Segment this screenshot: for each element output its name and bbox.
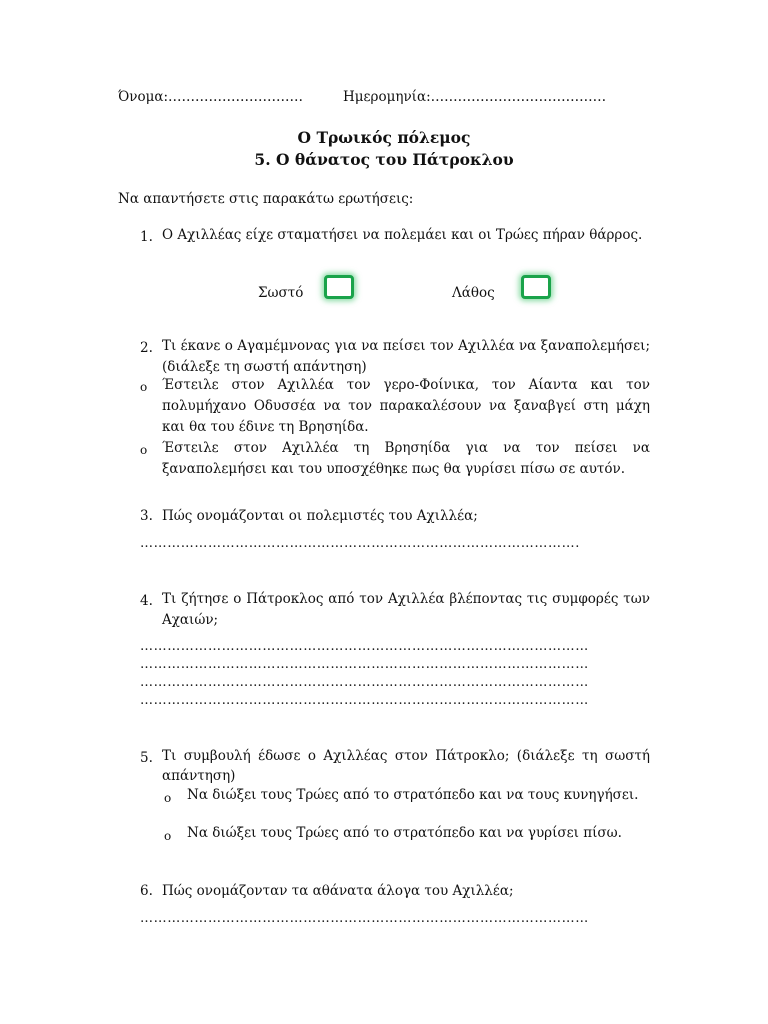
question-2-option-1[interactable]: Έστειλε στον Αχιλλέα τον γερο-Φοίνικα, τον Αίαντα και τον πολυμήχανο Οδυσσέα να τον παρακαλέσουν να ξαναβγεί στη μάχη και θα του έδινε τη Βρησηίδα. (162, 377, 650, 435)
date-field-label: Ημερομηνία:………………………………… (343, 89, 607, 105)
question-2-option-2[interactable]: Έστειλε στον Αχιλλέα τη Βρησηίδα για να τον πείσει να ξαναπολεμήσει και του υποσχέθηκε πως θα γυρίσει πίσω σε αυτόν. (162, 440, 650, 477)
question-6-number: 6. (140, 883, 153, 899)
question-5-option-1-bullet: o (164, 791, 172, 805)
question-3-answer-line[interactable]: ……………………………………………………………………………………. (140, 536, 580, 551)
question-4-answer-line[interactable]: ……………………………………………………………………………………… (140, 693, 589, 708)
question-6-answer-line[interactable]: ……………………………………………………………………………………… (140, 911, 589, 926)
name-field-label: Όνομα:………………………… (118, 89, 304, 105)
false-checkbox[interactable] (521, 275, 551, 299)
question-4-number: 4. (140, 593, 153, 609)
question-5-number: 5. (140, 750, 153, 766)
question-4-answer-line[interactable]: ……………………………………………………………………………………… (140, 639, 589, 654)
question-2-option-2-bullet: o (140, 443, 148, 457)
question-4-text: Τι ζήτησε ο Πάτροκλος από τον Αχιλλέα βλέποντας τις συμφορές των Αχαιών; (162, 591, 650, 628)
question-1-number: 1. (140, 229, 153, 245)
question-5-option-2[interactable]: Να διώξει τους Τρώες από το στρατόπεδο και να γυρίσει πίσω. (187, 825, 622, 841)
question-2-text: Τι έκανε ο Αγαμέμνονας για να πείσει τον Αχιλλέα να ξαναπολεμήσει; (διάλεξε τη σωστή απάντηση) (162, 338, 650, 375)
worksheet-title: Ο Τρωικός πόλεμος (297, 128, 471, 147)
question-5-text: Τι συμβουλή έδωσε ο Αχιλλέας στον Πάτροκλο; (διάλεξε τη σωστή απάντηση) (162, 748, 650, 784)
true-checkbox[interactable] (324, 275, 354, 299)
question-5-option-1[interactable]: Να διώξει τους Τρώες από το στρατόπεδο και να τους κυνηγήσει. (187, 787, 639, 803)
question-2-number: 2. (140, 340, 153, 356)
question-3-number: 3. (140, 508, 153, 524)
instructions-text: Να απαντήσετε στις παρακάτω ερωτήσεις: (118, 191, 414, 207)
false-label: Λάθος (452, 285, 495, 301)
question-1-text: Ο Αχιλλέας είχε σταματήσει να πολεμάει και οι Τρώες πήραν θάρρος. (162, 227, 643, 243)
question-4-answer-line[interactable]: ……………………………………………………………………………………… (140, 657, 589, 672)
question-3-text: Πώς ονομάζονται οι πολεμιστές του Αχιλλέα; (162, 508, 478, 524)
question-2-option-1-bullet: o (140, 380, 148, 394)
question-4-answer-line[interactable]: ……………………………………………………………………………………… (140, 675, 589, 690)
question-5-option-2-bullet: o (164, 829, 172, 843)
true-label: Σωστό (258, 285, 304, 301)
question-6-text: Πώς ονομάζονταν τα αθάνατα άλογα του Αχιλλέα; (162, 883, 514, 899)
worksheet-subtitle: 5. Ο θάνατος του Πάτροκλου (254, 150, 514, 169)
